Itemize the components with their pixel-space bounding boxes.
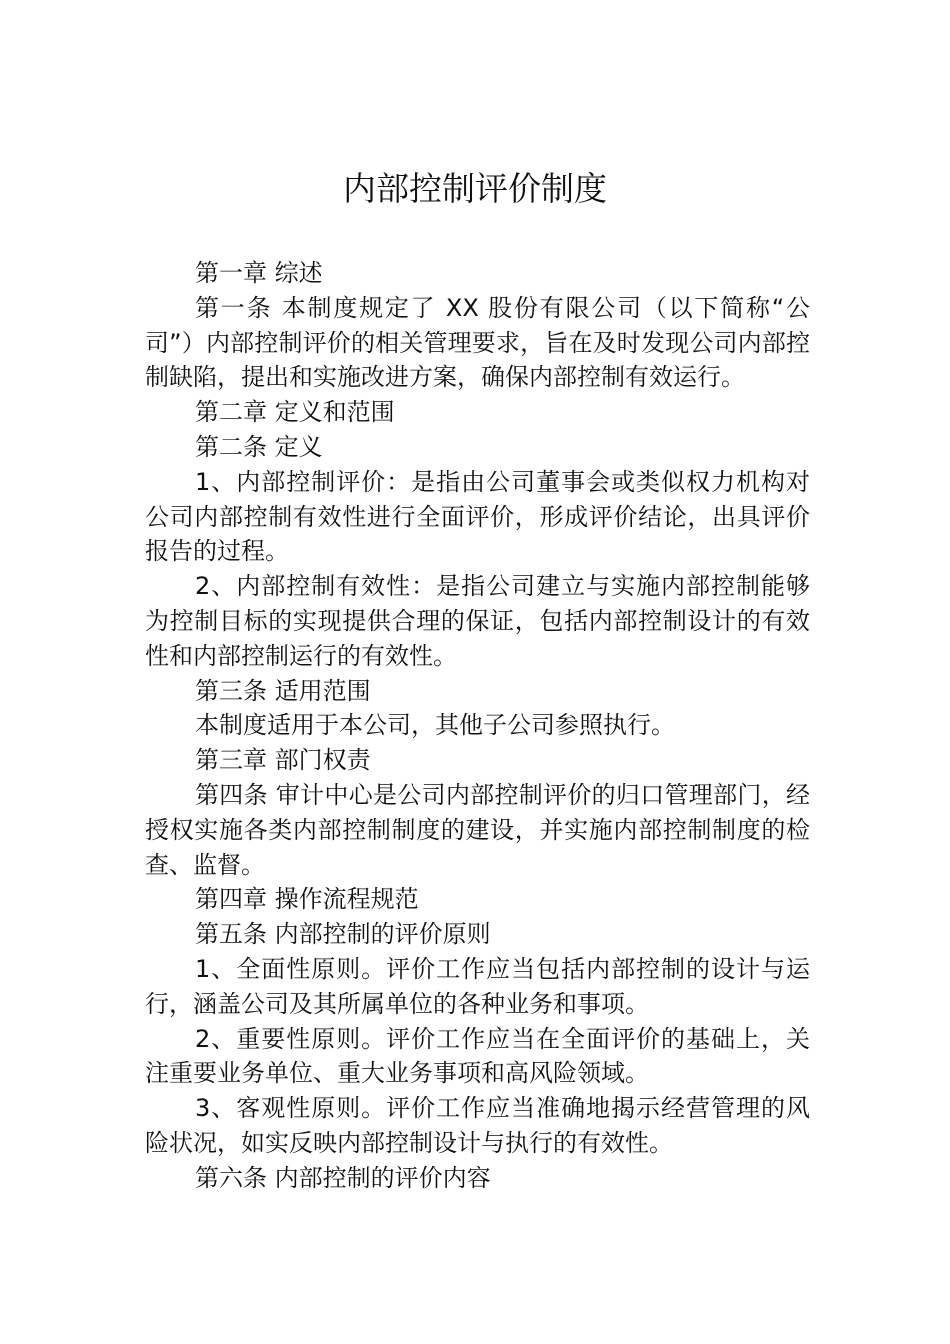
article-heading: 第三条 适用范围 xyxy=(195,676,371,705)
body-paragraph: 本制度适用于本公司，其他子公司参照执行。 xyxy=(195,711,675,740)
article-heading: 第二条 定义 xyxy=(195,432,323,461)
list-paragraph: 1、全面性原则。评价工作应当包括内部控制的设计与运行，涵盖公司及其所属单位的各种业务和事项。 xyxy=(145,954,810,1018)
article-heading: 第五条 内部控制的评价原则 xyxy=(195,920,491,949)
chapter-heading: 第一章 综述 xyxy=(195,259,323,287)
list-paragraph: 2、内部控制有效性：是指公司建立与实施内部控制能够为控制目标的实现提供合理的保证，包括内部控制设计的有效性和内部控制运行的有效性。 xyxy=(145,572,810,670)
document-title: 内部控制评价制度 xyxy=(343,169,607,208)
list-paragraph: 2、重要性原则。评价工作应当在全面评价的基础上，关注重要业务单位、重大业务事项和高风险领域。 xyxy=(145,1024,810,1088)
chapter-heading: 第二章 定义和范围 xyxy=(195,398,395,427)
chapter-heading: 第三章 部门权责 xyxy=(195,746,371,775)
article-heading: 第六条 内部控制的评价内容 xyxy=(195,1163,491,1192)
article-paragraph: 第四条 审计中心是公司内部控制评价的归口管理部门，经授权实施各类内部控制制度的建设，并实施内部控制制度的检查、监督。 xyxy=(145,780,810,879)
list-paragraph: 1、内部控制评价：是指由公司董事会或类似权力机构对公司内部控制有效性进行全面评价，形成评价结论，出具评价报告的过程。 xyxy=(145,467,810,566)
article-paragraph: 第一条 本制度规定了 XX 股份有限公司（以下简称“公司”）内部控制评价的相关管理要求，旨在及时发现公司内部控制缺陷，提出和实施改进方案，确保内部控制有效运行。 xyxy=(145,293,810,392)
document-body xyxy=(145,256,810,1196)
chapter-heading: 第四章 操作流程规范 xyxy=(195,885,419,914)
list-paragraph: 3、客观性原则。评价工作应当准确地揭示经营管理的风险状况，如实反映内部控制设计与执行的有效性。 xyxy=(145,1094,810,1157)
